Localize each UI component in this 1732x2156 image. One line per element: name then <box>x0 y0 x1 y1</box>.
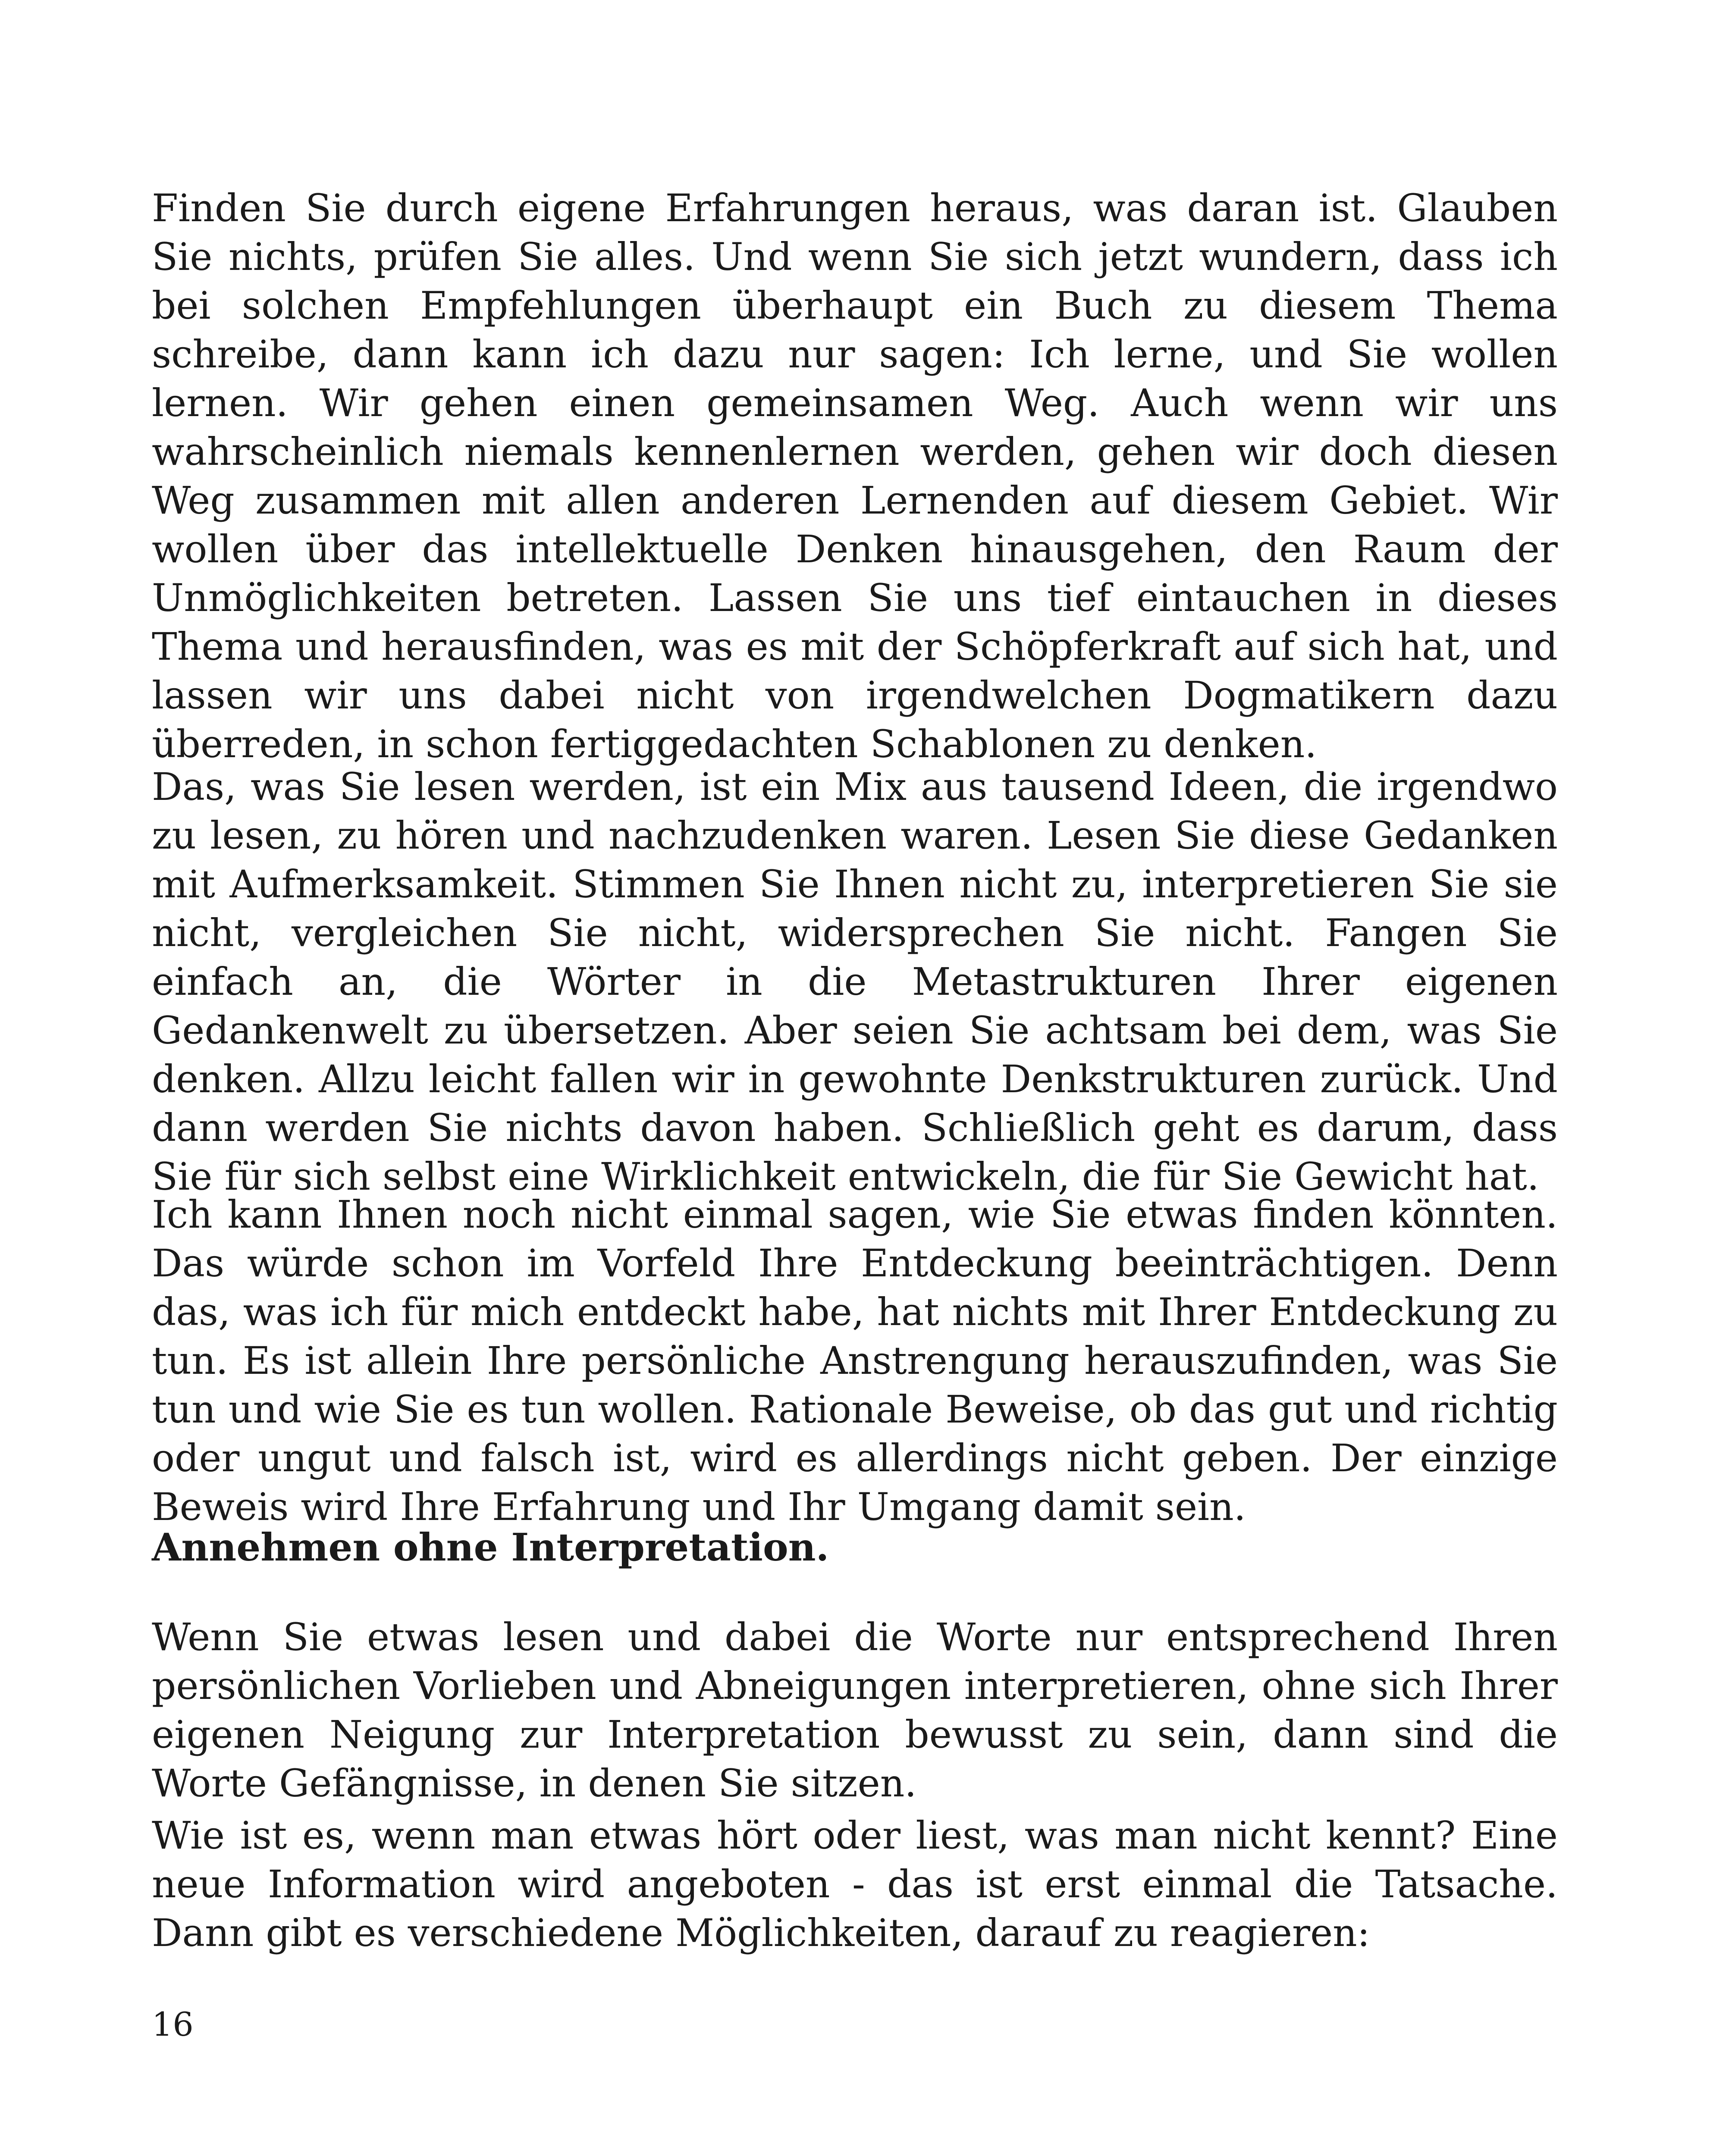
paragraph-2: Das, was Sie lesen werden, ist ein Mix aus tausend Ideen, die irgendwo zu lesen, zu hören und nachzudenken waren. Lesen Sie diese Gedanken mit Aufmerksamkeit. Stimmen Sie Ihnen nicht zu, interpretieren Sie sie nicht, vergleichen Sie nicht, widersprechen Sie nicht. Fangen Sie einfach an, die Wörter in die Metastrukturen Ihrer eigenen Gedankenwelt zu übersetzen. Aber seien Sie achtsam bei dem, was Sie denken. Allzu leicht fallen wir in gewohnte Denkstrukturen zurück. Und dann werden Sie nichts davon haben. Schließlich geht es darum, dass Sie für sich selbst eine Wirklichkeit entwickeln, die für Sie Gewicht hat. <box>152 765 1558 1199</box>
paragraph-1: Finden Sie durch eigene Erfahrungen heraus, was daran ist. Glauben Sie nichts, prüfen Sie alles. Und wenn Sie sich jetzt wundern, dass ich bei solchen Empfehlungen überhaupt ein Buch zu diesem Thema schreibe, dann kann ich dazu nur sagen: Ich lerne, und Sie wollen lernen. Wir gehen einen gemeinsamen Weg. Auch wenn wir uns wahrscheinlich niemals kennenlernen werden, gehen wir doch diesen Weg zusammen mit allen anderen Lernenden auf diesem Gebiet. Wir wollen über das intellektuelle Denken hinausgehen, den Raum der Unmöglichkeiten betreten. Lassen Sie uns tief eintauchen in dieses Thema und herausfinden, was es mit der Schöpferkraft auf sich hat, und lassen wir uns dabei nicht von irgendwelchen Dogmatikern dazu überreden, in schon fertiggedachten Schablonen zu denken. <box>152 186 1558 766</box>
paragraph-4: Wenn Sie etwas lesen und dabei die Worte nur entsprechend Ihren persönlichen Vorlieben und Abneigungen interpretieren, ohne sich Ihrer eigenen Neigung zur Interpretation bewusst zu sein, dann sind die Worte Gefängnisse, in denen Sie sitzen. <box>152 1615 1558 1805</box>
paragraph-3: Ich kann Ihnen noch nicht einmal sagen, wie Sie etwas finden könnten. Das würde schon im Vorfeld Ihre Entdeckung beeinträchtigen. Denn das, was ich für mich entdeckt habe, hat nichts mit Ihrer Entdeckung zu tun. Es ist allein Ihre persönliche Anstrengung herauszufinden, was Sie tun und wie Sie es tun wollen. Rationale Beweise, ob das gut und richtig oder ungut und falsch ist, wird es allerdings nicht geben. Der einzige Beweis wird Ihre Erfahrung und Ihr Umgang damit sein. <box>152 1192 1558 1529</box>
section-heading: Annehmen ohne Interpretation. <box>152 1525 829 1570</box>
page-number: 16 <box>152 2005 194 2043</box>
paragraph-5: Wie ist es, wenn man etwas hört oder liest, was man nicht kennt? Eine neue Information wird angeboten - das ist erst einmal die Tatsache. Dann gibt es verschiedene Möglichkeiten, darauf zu reagieren: <box>152 1813 1558 1955</box>
